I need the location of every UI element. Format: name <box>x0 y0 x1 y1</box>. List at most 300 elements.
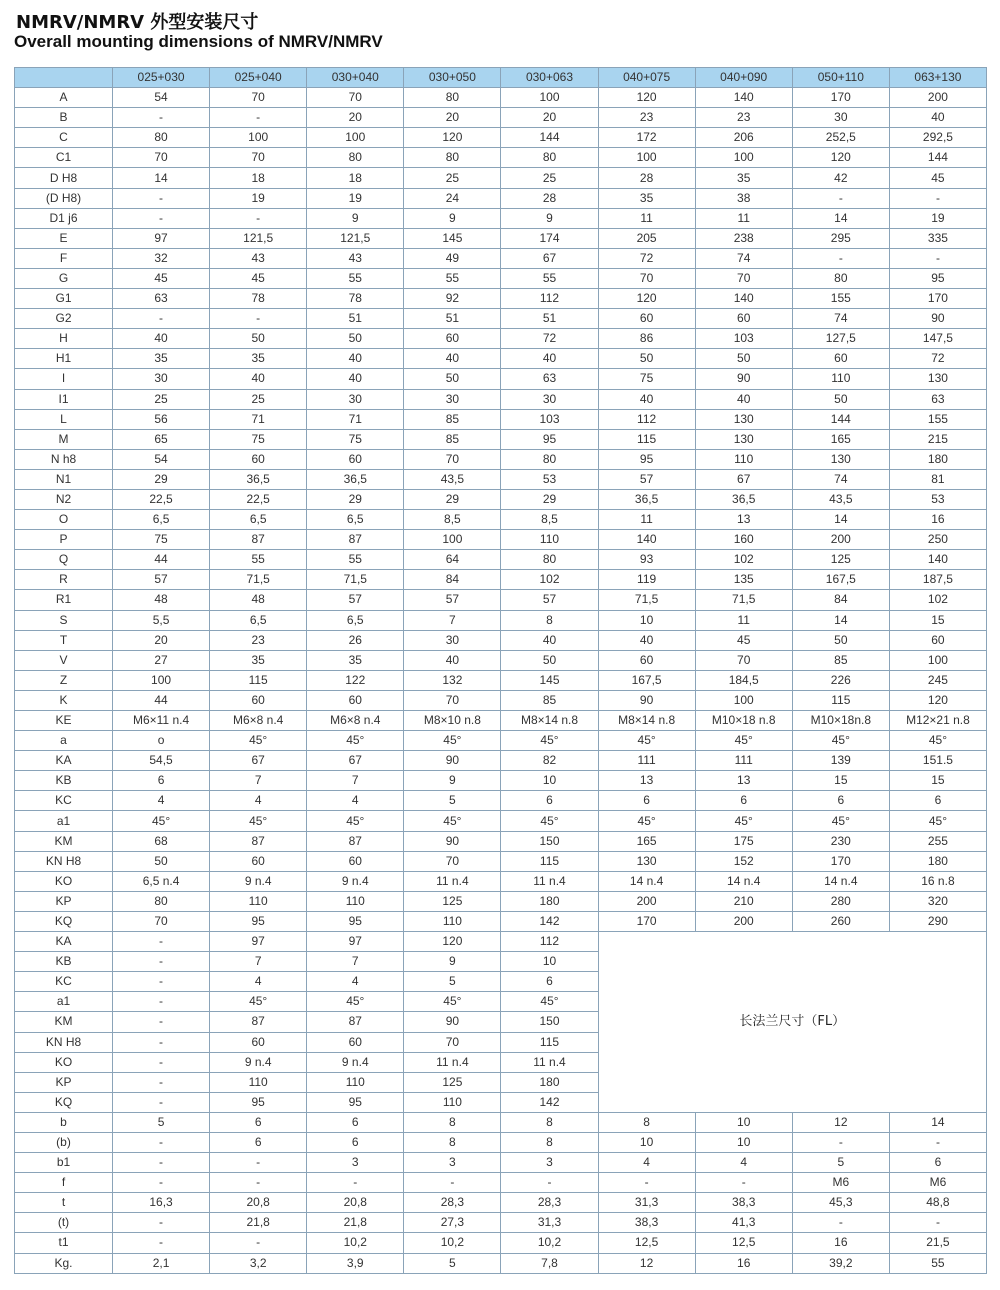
table-cell: 50 <box>210 329 307 349</box>
table-cell: 130 <box>889 369 986 389</box>
table-cell: 130 <box>792 449 889 469</box>
table-cell: 55 <box>404 268 501 288</box>
table-cell: 6,5 <box>113 510 210 530</box>
table-cell: - <box>113 1132 210 1152</box>
table-cell: 10 <box>598 610 695 630</box>
table-cell: 14 <box>889 1112 986 1132</box>
table-cell: 125 <box>792 550 889 570</box>
table-cell: 28 <box>598 168 695 188</box>
table-cell: 200 <box>889 88 986 108</box>
table-row <box>15 510 987 530</box>
table-cell: 45° <box>598 731 695 751</box>
table-cell: 85 <box>404 429 501 449</box>
table-cell: 80 <box>501 550 598 570</box>
table-cell: 51 <box>307 309 404 329</box>
table-cell: 260 <box>792 911 889 931</box>
table-cell: M12×21 n.8 <box>889 711 986 731</box>
table-cell: 9 n.4 <box>307 1052 404 1072</box>
table-cell: 205 <box>598 228 695 248</box>
table-row <box>15 851 987 871</box>
table-cell: 90 <box>598 690 695 710</box>
table-cell: 111 <box>598 751 695 771</box>
table-cell: 78 <box>307 289 404 309</box>
table-row <box>15 489 987 509</box>
table-cell: 13 <box>695 510 792 530</box>
table-cell: - <box>889 188 986 208</box>
table-cell: - <box>113 309 210 329</box>
table-cell: 100 <box>695 690 792 710</box>
table-cell: 6 <box>792 791 889 811</box>
table-cell: 60 <box>210 851 307 871</box>
table-cell: 14 <box>792 510 889 530</box>
table-cell: 70 <box>404 449 501 469</box>
table-cell: 50 <box>792 630 889 650</box>
table-cell: 175 <box>695 831 792 851</box>
table-cell: 6 <box>307 1112 404 1132</box>
row-label: KM <box>15 831 113 851</box>
row-label: KQ <box>15 911 113 931</box>
table-cell: 144 <box>792 409 889 429</box>
table-cell: 45 <box>695 630 792 650</box>
row-label: P <box>15 530 113 550</box>
table-cell: 85 <box>792 650 889 670</box>
table-cell: 60 <box>404 329 501 349</box>
table-row <box>15 409 987 429</box>
table-cell: M6 <box>889 1173 986 1193</box>
table-cell: 119 <box>598 570 695 590</box>
table-cell: 5 <box>404 791 501 811</box>
table-cell: - <box>113 1072 210 1092</box>
table-cell: 57 <box>404 590 501 610</box>
table-cell: 125 <box>404 1072 501 1092</box>
table-cell: - <box>307 1173 404 1193</box>
table-cell: 97 <box>113 228 210 248</box>
column-header: 040+090 <box>695 68 792 88</box>
table-cell: 45° <box>501 811 598 831</box>
table-cell: 80 <box>113 128 210 148</box>
table-cell: - <box>113 1153 210 1173</box>
table-cell: 16 n.8 <box>889 871 986 891</box>
table-cell: 110 <box>404 911 501 931</box>
table-cell: 280 <box>792 891 889 911</box>
table-cell: 39,2 <box>792 1253 889 1273</box>
row-label: D1 j6 <box>15 208 113 228</box>
table-cell: 40 <box>404 650 501 670</box>
table-cell: 9 <box>307 208 404 228</box>
table-cell: 10 <box>695 1112 792 1132</box>
row-label: V <box>15 650 113 670</box>
table-cell: 60 <box>695 309 792 329</box>
row-label: KN H8 <box>15 851 113 871</box>
table-cell: 6 <box>210 1132 307 1152</box>
table-cell: 53 <box>889 489 986 509</box>
table-cell: 130 <box>695 409 792 429</box>
table-cell: - <box>501 1173 598 1193</box>
row-label: F <box>15 248 113 268</box>
table-cell: 55 <box>307 550 404 570</box>
table-cell: 60 <box>210 1032 307 1052</box>
table-cell: 55 <box>501 268 598 288</box>
table-row <box>15 590 987 610</box>
table-cell: 4 <box>210 972 307 992</box>
table-row <box>15 751 987 771</box>
table-cell: 40 <box>598 389 695 409</box>
table-cell: 40 <box>307 369 404 389</box>
table-cell: 112 <box>501 289 598 309</box>
table-cell: 74 <box>695 248 792 268</box>
table-row <box>15 530 987 550</box>
table-cell: - <box>404 1173 501 1193</box>
table-cell: 49 <box>404 248 501 268</box>
table-cell: 71,5 <box>598 590 695 610</box>
row-label: I1 <box>15 389 113 409</box>
table-cell: 71,5 <box>307 570 404 590</box>
table-cell: 7,8 <box>501 1253 598 1273</box>
table-cell: 23 <box>598 108 695 128</box>
table-row <box>15 731 987 751</box>
row-label: T <box>15 630 113 650</box>
table-cell: 11 <box>695 208 792 228</box>
table-cell: 9 <box>404 208 501 228</box>
table-cell: - <box>113 932 210 952</box>
table-cell: M10×18n.8 <box>792 711 889 731</box>
table-cell: 102 <box>889 590 986 610</box>
table-cell: 19 <box>210 188 307 208</box>
table-cell: 71 <box>307 409 404 429</box>
table-cell: 252,5 <box>792 128 889 148</box>
table-cell: 140 <box>695 88 792 108</box>
table-cell: 110 <box>695 449 792 469</box>
table-cell: 11 n.4 <box>404 871 501 891</box>
table-cell: 8 <box>501 1132 598 1152</box>
table-cell: 65 <box>113 429 210 449</box>
table-cell: 60 <box>598 309 695 329</box>
row-label: b1 <box>15 1153 113 1173</box>
table-cell: 70 <box>598 268 695 288</box>
table-cell: 45 <box>113 268 210 288</box>
table-cell: 111 <box>695 751 792 771</box>
table-cell: 11 <box>598 510 695 530</box>
table-cell: 57 <box>501 590 598 610</box>
table-cell: 38 <box>695 188 792 208</box>
table-cell: 30 <box>404 630 501 650</box>
column-header: 025+040 <box>210 68 307 88</box>
table-cell: 21,8 <box>210 1213 307 1233</box>
row-label: K <box>15 690 113 710</box>
table-cell: 11 <box>695 610 792 630</box>
row-label: KO <box>15 871 113 891</box>
row-label: (t) <box>15 1213 113 1233</box>
table-cell: 112 <box>501 932 598 952</box>
table-cell: 16 <box>889 510 986 530</box>
table-cell: 80 <box>404 88 501 108</box>
table-cell: 4 <box>695 1153 792 1173</box>
table-cell: 38,3 <box>695 1193 792 1213</box>
table-cell: 2,1 <box>113 1253 210 1273</box>
table-cell: 35 <box>210 650 307 670</box>
table-cell: - <box>889 1132 986 1152</box>
table-cell: 25 <box>501 168 598 188</box>
row-label: KP <box>15 891 113 911</box>
table-cell: 7 <box>210 952 307 972</box>
table-cell: 45° <box>210 731 307 751</box>
table-cell: 45° <box>501 731 598 751</box>
row-label: D H8 <box>15 168 113 188</box>
table-row <box>15 791 987 811</box>
table-cell: 86 <box>598 329 695 349</box>
table-cell: - <box>113 208 210 228</box>
row-label: H <box>15 329 113 349</box>
table-cell: 140 <box>889 550 986 570</box>
row-label: KN H8 <box>15 1032 113 1052</box>
table-cell: 6 <box>113 771 210 791</box>
table-cell: 45° <box>792 811 889 831</box>
table-cell: 10 <box>695 1132 792 1152</box>
table-cell: 150 <box>501 1012 598 1032</box>
table-cell: M8×10 n.8 <box>404 711 501 731</box>
table-cell: 120 <box>598 289 695 309</box>
table-cell: 57 <box>113 570 210 590</box>
page-title-cn: NMRV/NMRV 外型安装尺寸 <box>16 12 259 33</box>
table-cell: 45° <box>501 992 598 1012</box>
table-cell: 6 <box>210 1112 307 1132</box>
table-row <box>15 469 987 489</box>
row-label: G <box>15 268 113 288</box>
table-cell: 80 <box>501 148 598 168</box>
table-cell: 10,2 <box>307 1233 404 1253</box>
table-row <box>15 550 987 570</box>
table-cell: 45° <box>598 811 695 831</box>
table-cell: 95 <box>307 1092 404 1112</box>
table-cell: 45 <box>889 168 986 188</box>
table-cell: 35 <box>598 188 695 208</box>
row-label: E <box>15 228 113 248</box>
table-cell: 35 <box>307 650 404 670</box>
table-cell: 180 <box>889 449 986 469</box>
table-cell: 20,8 <box>307 1193 404 1213</box>
table-cell: 320 <box>889 891 986 911</box>
table-cell: 9 <box>404 771 501 791</box>
table-cell: 48,8 <box>889 1193 986 1213</box>
table-cell: 45° <box>404 811 501 831</box>
table-cell: 16,3 <box>113 1193 210 1213</box>
row-label: H1 <box>15 349 113 369</box>
table-cell: 14 n.4 <box>792 871 889 891</box>
table-cell: 170 <box>792 88 889 108</box>
table-cell: 167,5 <box>598 670 695 690</box>
row-label: t1 <box>15 1233 113 1253</box>
table-row <box>15 228 987 248</box>
table-cell: 170 <box>889 289 986 309</box>
table-cell: 8 <box>404 1112 501 1132</box>
table-cell: 60 <box>307 1032 404 1052</box>
table-cell: 70 <box>695 268 792 288</box>
table-cell: 48 <box>113 590 210 610</box>
table-cell: 7 <box>210 771 307 791</box>
table-cell: 72 <box>598 248 695 268</box>
table-cell: o <box>113 731 210 751</box>
table-cell: - <box>113 1012 210 1032</box>
row-label: I <box>15 369 113 389</box>
table-cell: 43 <box>210 248 307 268</box>
table-cell: 4 <box>210 791 307 811</box>
table-cell: 147,5 <box>889 329 986 349</box>
table-cell: 70 <box>307 88 404 108</box>
table-cell: 60 <box>210 690 307 710</box>
table-cell: - <box>210 208 307 228</box>
table-cell: 6,5 <box>307 610 404 630</box>
table-cell: 31,3 <box>598 1193 695 1213</box>
row-label: R1 <box>15 590 113 610</box>
table-cell: 85 <box>404 409 501 429</box>
row-label: KA <box>15 751 113 771</box>
table-cell: - <box>113 972 210 992</box>
table-row <box>15 289 987 309</box>
table-cell: 11 <box>598 208 695 228</box>
table-cell: 6,5 <box>210 610 307 630</box>
table-row <box>15 1112 987 1132</box>
table-cell: 21,5 <box>889 1233 986 1253</box>
table-cell: 60 <box>792 349 889 369</box>
table-cell: - <box>113 1213 210 1233</box>
table-cell: 36,5 <box>695 489 792 509</box>
table-cell: 9 <box>501 208 598 228</box>
table-cell: 18 <box>307 168 404 188</box>
table-row <box>15 831 987 851</box>
table-cell: 45° <box>695 731 792 751</box>
table-cell: 87 <box>307 530 404 550</box>
table-cell: 40 <box>501 630 598 650</box>
table-row <box>15 188 987 208</box>
table-cell: 3,9 <box>307 1253 404 1273</box>
table-cell: 87 <box>210 1012 307 1032</box>
table-cell: 20,8 <box>210 1193 307 1213</box>
table-cell: 206 <box>695 128 792 148</box>
table-cell: 19 <box>307 188 404 208</box>
table-cell: 230 <box>792 831 889 851</box>
table-cell: 25 <box>404 168 501 188</box>
table-cell: 6 <box>889 791 986 811</box>
table-cell: 20 <box>113 630 210 650</box>
column-header: 030+040 <box>307 68 404 88</box>
table-cell: 35 <box>113 349 210 369</box>
table-cell: 14 n.4 <box>695 871 792 891</box>
table-cell: 75 <box>307 429 404 449</box>
table-cell: 63 <box>113 289 210 309</box>
table-cell: 170 <box>792 851 889 871</box>
table-cell: 87 <box>210 530 307 550</box>
table-cell: 13 <box>598 771 695 791</box>
table-cell: 82 <box>501 751 598 771</box>
table-cell: 45° <box>113 811 210 831</box>
table-cell: 93 <box>598 550 695 570</box>
table-cell: 210 <box>695 891 792 911</box>
table-cell: 3 <box>501 1153 598 1173</box>
table-cell: 3 <box>404 1153 501 1173</box>
table-cell: 11 n.4 <box>404 1052 501 1072</box>
table-cell: 10,2 <box>501 1233 598 1253</box>
table-cell: 174 <box>501 228 598 248</box>
table-cell: - <box>113 952 210 972</box>
table-cell: 95 <box>889 268 986 288</box>
table-cell: 70 <box>404 690 501 710</box>
table-cell: 130 <box>695 429 792 449</box>
header-corner <box>15 68 113 88</box>
table-cell: 29 <box>307 489 404 509</box>
table-cell: 31,3 <box>501 1213 598 1233</box>
table-cell: - <box>792 1213 889 1233</box>
table-cell: 45° <box>307 992 404 1012</box>
table-cell: 6 <box>695 791 792 811</box>
table-cell: 165 <box>792 429 889 449</box>
table-cell: 85 <box>501 690 598 710</box>
table-cell: 215 <box>889 429 986 449</box>
table-cell: 67 <box>695 469 792 489</box>
table-cell: 57 <box>598 469 695 489</box>
table-cell: 3 <box>307 1153 404 1173</box>
row-label: N1 <box>15 469 113 489</box>
table-cell: 187,5 <box>889 570 986 590</box>
table-cell: 45° <box>210 811 307 831</box>
table-cell: 110 <box>404 1092 501 1112</box>
table-cell: 5 <box>404 972 501 992</box>
table-cell: 5 <box>404 1253 501 1273</box>
table-cell: 14 <box>113 168 210 188</box>
table-cell: 290 <box>889 911 986 931</box>
table-cell: 95 <box>210 1092 307 1112</box>
table-cell: 63 <box>501 369 598 389</box>
table-cell: 81 <box>889 469 986 489</box>
table-row <box>15 650 987 670</box>
table-header <box>15 68 987 88</box>
table-cell: 25 <box>113 389 210 409</box>
row-label: KC <box>15 972 113 992</box>
table-cell: 87 <box>210 831 307 851</box>
table-cell: 6 <box>889 1153 986 1173</box>
table-cell: 40 <box>113 329 210 349</box>
table-cell: 55 <box>307 268 404 288</box>
table-cell: M6×11 n.4 <box>113 711 210 731</box>
table-cell: 90 <box>404 831 501 851</box>
table-cell: 45,3 <box>792 1193 889 1213</box>
row-label: L <box>15 409 113 429</box>
row-label: N h8 <box>15 449 113 469</box>
table-cell: 11 n.4 <box>501 871 598 891</box>
table-cell: 95 <box>210 911 307 931</box>
table-cell: 60 <box>210 449 307 469</box>
row-label: N2 <box>15 489 113 509</box>
table-cell: 100 <box>889 650 986 670</box>
table-cell: 54,5 <box>113 751 210 771</box>
table-cell: 6,5 <box>210 510 307 530</box>
table-body <box>15 88 987 1274</box>
table-cell: 50 <box>113 851 210 871</box>
table-cell: 50 <box>695 349 792 369</box>
table-cell: 42 <box>792 168 889 188</box>
table-row <box>15 1132 987 1152</box>
table-cell: 75 <box>598 369 695 389</box>
table-row <box>15 248 987 268</box>
table-cell: 45 <box>210 268 307 288</box>
table-cell: 14 <box>792 208 889 228</box>
table-cell: 180 <box>501 1072 598 1092</box>
table-cell: 165 <box>598 831 695 851</box>
table-cell: 115 <box>501 1032 598 1052</box>
table-cell: 75 <box>210 429 307 449</box>
table-cell: 13 <box>695 771 792 791</box>
table-cell: 38,3 <box>598 1213 695 1233</box>
table-row <box>15 208 987 228</box>
